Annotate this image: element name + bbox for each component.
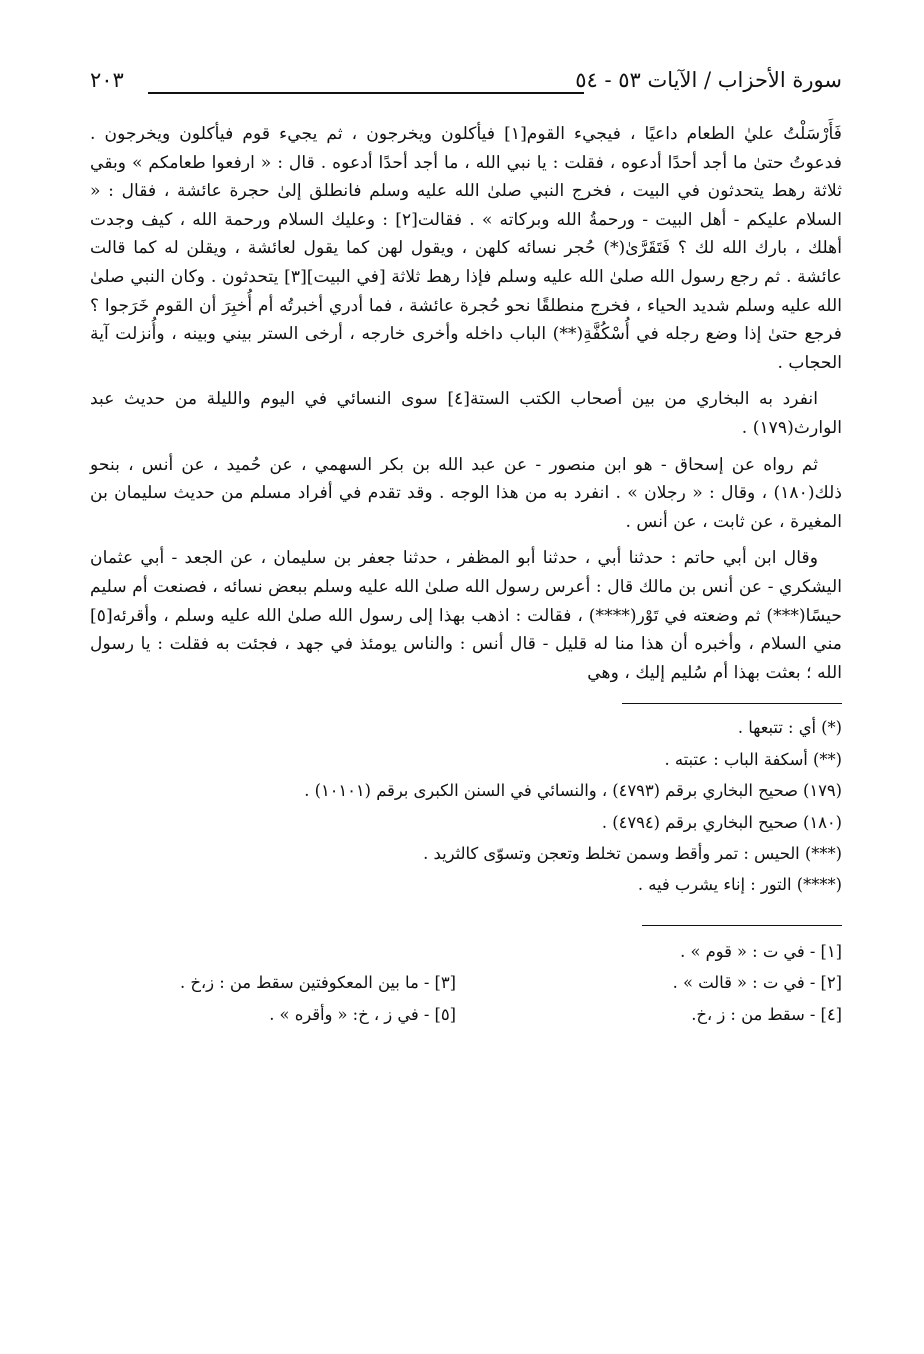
editor-notes-divider (642, 925, 842, 926)
footnote-item: (١٧٩) صحيح البخاري برقم (٤٧٩٣) ، والنسائي في السنن الكبرى برقم (١٠١٠١) . (304, 781, 842, 801)
paragraph-2: انفرد به البخاري من بين أصحاب الكتب الستة[٤] سوى النسائي في اليوم والليلة من حديث عبد الوارث(١٧٩) . (90, 389, 842, 438)
main-text (90, 120, 842, 687)
paragraph-1: فَأَرْسَلْتُ عليٰ الطعام داعيًا ، فيجيء القوم[١] فيأكلون ويخرجون ، ثم يجيء قوم فيأكلون ويخرجون . فدعوتُ حتىٰ ما أجد أحدًا أدعوه ، فقلت : يا نبي الله ، ما أجد أحدًا أدعوه . قال : « ارفعوا طعامكم » وبقي ثلاثة رهط يتحدثون في البيت ، فخرج النبي صلىٰ الله عليه وسلم فانطلق إلىٰ حجرة عائشة ، فقال : « السلام عليكم - أهل البيت - ورحمةُ الله وبركاته » . فقالت[٢] : وعليك السلام ورحمة الله ، كيف وجدت أهلك ، بارك الله لك ؟ فَتَقَرَّىٰ(*) حُجر نسائه كلهن ، ويقول لهن كما يقول لعائشة ، ويقلن له كما قالت عائشة . ثم رجع رسول الله صلىٰ الله عليه وسلم فإذا رهط ثلاثة [في البيت][٣] يتحدثون . وكان النبي صلىٰ الله عليه وسلم شديد الحياء ، فخرج منطلقًا نحو حُجرة عائشة ، فما أدري أخبرتُه أم أُخبِرَ أن القوم خَرَجوا ؟ فرجع حتىٰ إذا وضع رجله في أُسْكُفَّةِ(**) الباب داخله وأخرى خارجه ، أرخى الستر بيني وبينه ، وأُنزلت آية الحجاب . (90, 124, 843, 373)
footnote-item: (****) التور : إناء يشرب فيه . (637, 875, 842, 895)
header-rule (148, 92, 584, 94)
editor-note-5: [٥] - في ز ، خ: « وأقره » . (269, 1004, 456, 1024)
editor-note-2: [٢] - في ت : « قالت » . (672, 973, 842, 993)
editor-note-4: [٤] - سقط من : ز ،خ. (691, 1004, 842, 1024)
page-header (90, 60, 842, 104)
editor-note-1: [١] - في ت : « قوم » . (680, 941, 842, 961)
footnotes-list (90, 712, 842, 900)
footnote-item: (***) الحيس : تمر وأقط وسمن تخلط وتعجن وتسوّى كالثريد . (423, 843, 842, 863)
footnote-item: (**) أسكفة الباب : عتبته . (664, 749, 842, 769)
surah-title: سورة الأحزاب / الآيات ٥٣ - ٥٤ (575, 68, 842, 92)
editor-note-3: [٣] - ما بين المعكوفتين سقط من : ز،خ . (180, 973, 456, 993)
footnote-item: (١٨٠) صحيح البخاري برقم (٤٧٩٤) . (601, 812, 842, 832)
paragraph-4: وقال ابن أبي حاتم : حدثنا أبي ، حدثنا أبو المظفر ، حدثنا جعفر بن سليمان ، عن الجعد - أبي عثمان اليشكري - عن أنس بن مالك قال : أعرس رسول الله صلىٰ الله عليه وسلم ببعض نسائه ، فصنعت أم سليم حيسًا(***) ثم وضعته في تَوْر(****) ، فقالت : اذهب بهذا إلى رسول الله صلىٰ الله عليه وسلم ، وأقرئه[٥] مني السلام ، وأخبره أن هذا منا له قليل - قال أنس : والناس يومئذ في جهد ، فجئت به فقلت : يا رسول الله ؛ بعثت بهذا أم سُليم إليك ، وهي (90, 548, 842, 683)
page (90, 60, 842, 1030)
page-number: ٢٠٣ (90, 68, 124, 92)
footnote-item: (*) أي : تتبعها . (737, 718, 842, 738)
editor-notes (90, 936, 842, 1030)
footnote-divider (622, 703, 842, 704)
editor-note-empty (90, 936, 456, 967)
paragraph-3: ثم رواه عن إسحاق - هو ابن منصور - عن عبد الله بن بكر السهمي ، عن حُميد ، عن أنس ، بنحو ذلك(١٨٠) ، وقال : « رجلان » . انفرد به من هذا الوجه . وقد تقدم في أفراد مسلم من حديث سليمان بن المغيرة ، عن ثابت ، عن أنس . (90, 454, 842, 532)
